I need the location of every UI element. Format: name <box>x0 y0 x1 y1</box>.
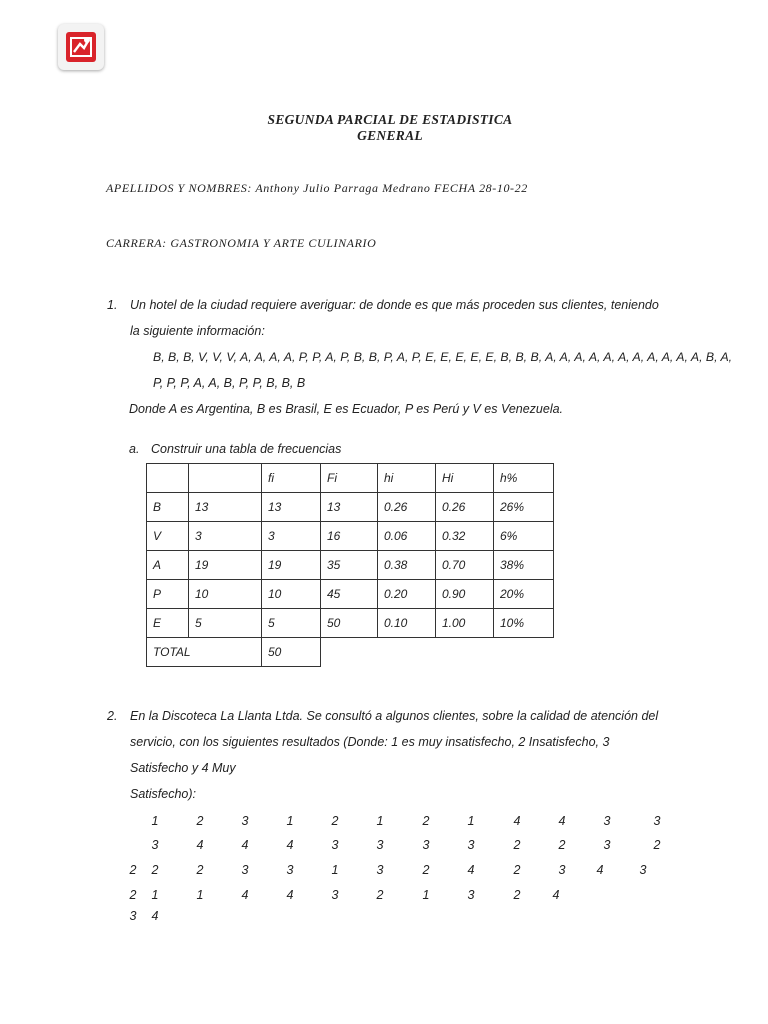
q1-text-line1: Un hotel de la ciudad requiere averiguar: de donde es que más proceden sus clientes, teniendo <box>130 298 659 312</box>
logo <box>58 24 104 70</box>
table-cell: 38% <box>494 551 554 580</box>
page-title: SEGUNDA PARCIAL DE ESTADISTICA <box>267 112 513 127</box>
table-cell: 0.26 <box>436 493 494 522</box>
q2-data-value: 1 <box>467 814 475 828</box>
q2-data-value: 3 <box>639 863 647 877</box>
q2-data-value: 3 <box>467 838 475 852</box>
q2-data-value: 1 <box>151 888 159 902</box>
career-line: CARRERA: GASTRONOMIA Y ARTE CULINARIO <box>106 236 377 250</box>
q2-data-value: 1 <box>151 814 159 828</box>
table-cell: 13 <box>189 493 262 522</box>
table-row <box>147 493 554 522</box>
table-cell: P <box>147 580 189 609</box>
q2-data-value: 4 <box>513 814 521 828</box>
table-cell: E <box>147 609 189 638</box>
q2-data-value: 2 <box>558 838 566 852</box>
q2-data-value: 1 <box>422 888 430 902</box>
q1-legend: Donde A es Argentina, B es Brasil, E es Ecuador, P es Perú y V es Venezuela. <box>129 402 564 416</box>
q2-data-value: 3 <box>603 838 611 852</box>
q2-data-value: 3 <box>151 838 159 852</box>
q2-text-line3: Satisfecho y 4 Muy <box>130 761 236 775</box>
q2-data-value: 2 <box>129 863 137 877</box>
q2-data-value: 3 <box>376 863 384 877</box>
q2-data-value: 2 <box>196 863 204 877</box>
table-cell: 0.06 <box>378 522 436 551</box>
table-cell: V <box>147 522 189 551</box>
table-header-cell: fi <box>262 464 321 493</box>
q2-data-value: 3 <box>241 814 249 828</box>
q1-number: 1. <box>107 298 118 312</box>
q2-number: 2. <box>107 709 118 723</box>
table-empty-cell <box>321 638 554 667</box>
q2-data-value: 4 <box>596 863 604 877</box>
table-cell: 50 <box>321 609 378 638</box>
table-cell: B <box>147 493 189 522</box>
q2-data-value: 2 <box>129 888 137 902</box>
q2-data-value: 1 <box>376 814 384 828</box>
q2-data-value: 3 <box>603 814 611 828</box>
table-cell: 0.32 <box>436 522 494 551</box>
table-cell: 10% <box>494 609 554 638</box>
table-cell: A <box>147 551 189 580</box>
table-cell: 19 <box>262 551 321 580</box>
table-cell: 5 <box>189 609 262 638</box>
page-title-line2: GENERAL <box>357 128 423 143</box>
table-header-cell: Fi <box>321 464 378 493</box>
q2-data-value: 3 <box>331 838 339 852</box>
table-cell: 3 <box>262 522 321 551</box>
q2-text-line1: En la Discoteca La Llanta Ltda. Se consultó a algunos clientes, sobre la calidad de atención del <box>130 709 659 723</box>
q2-data-value: 2 <box>422 863 430 877</box>
q2-data-value: 2 <box>653 838 661 852</box>
table-header-cell: Hi <box>436 464 494 493</box>
q1-sub-a-text: Construir una tabla de frecuencias <box>151 442 342 456</box>
table-cell: 16 <box>321 522 378 551</box>
q2-data-value: 2 <box>422 814 430 828</box>
table-cell: 0.38 <box>378 551 436 580</box>
q2-data-value: 3 <box>422 838 430 852</box>
table-cell: 19 <box>189 551 262 580</box>
table-cell: 1.00 <box>436 609 494 638</box>
q2-data-value: 1 <box>286 814 294 828</box>
table-total-value: 50 <box>262 638 321 667</box>
table-cell: 3 <box>189 522 262 551</box>
q2-data-value: 4 <box>241 888 249 902</box>
table-cell: 0.26 <box>378 493 436 522</box>
student-name-line: APELLIDOS Y NOMBRES: Anthony Julio Parraga Medrano FECHA 28-10-22 <box>106 181 528 195</box>
q2-text-line2: servicio, con los siguientes resultados (Donde: 1 es muy insatisfecho, 2 Insatisfecho, 3 <box>130 735 610 749</box>
table-header-cell <box>147 464 189 493</box>
q2-data-value: 3 <box>286 863 294 877</box>
table-cell: 45 <box>321 580 378 609</box>
table-cell: 0.20 <box>378 580 436 609</box>
pdf-logo-icon <box>66 32 96 62</box>
q2-data-value: 4 <box>286 838 294 852</box>
q2-data-value: 4 <box>286 888 294 902</box>
q2-data-value: 1 <box>331 863 339 877</box>
table-cell: 0.10 <box>378 609 436 638</box>
q2-data-value: 3 <box>376 838 384 852</box>
q2-data-value: 2 <box>513 838 521 852</box>
table-cell: 10 <box>189 580 262 609</box>
table-cell: 20% <box>494 580 554 609</box>
q2-data-value: 3 <box>331 888 339 902</box>
frequency-table <box>146 463 554 667</box>
table-cell: 35 <box>321 551 378 580</box>
table-row <box>147 609 554 638</box>
q2-data-value: 3 <box>129 909 137 923</box>
table-row <box>147 551 554 580</box>
q1-sub-a-label: a. <box>129 442 140 456</box>
table-cell: 10 <box>262 580 321 609</box>
table-cell: 0.70 <box>436 551 494 580</box>
table-row <box>147 580 554 609</box>
table-cell: 13 <box>262 493 321 522</box>
table-cell: 0.90 <box>436 580 494 609</box>
table-total-label: TOTAL <box>147 638 262 667</box>
q1-text-line2: la siguiente información: <box>130 324 265 338</box>
table-header-cell <box>189 464 262 493</box>
q2-data-value: 4 <box>196 838 204 852</box>
q2-data-value: 4 <box>558 814 566 828</box>
table-cell: 13 <box>321 493 378 522</box>
table-header-cell: hi <box>378 464 436 493</box>
q2-data-value: 4 <box>151 909 159 923</box>
table-row <box>147 522 554 551</box>
q2-data-value: 2 <box>513 863 521 877</box>
table-total-row <box>147 638 554 667</box>
q1-data-line2: P, P, P, A, A, B, P, P, B, B, B <box>153 376 306 390</box>
table-cell: 5 <box>262 609 321 638</box>
table-cell: 26% <box>494 493 554 522</box>
q2-data-value: 4 <box>552 888 560 902</box>
q2-data-value: 2 <box>196 814 204 828</box>
q2-data-value: 1 <box>196 888 204 902</box>
q2-data-value: 3 <box>241 863 249 877</box>
q2-data-value: 2 <box>331 814 339 828</box>
q2-data-value: 4 <box>467 863 475 877</box>
table-cell: 6% <box>494 522 554 551</box>
q2-data-value: 2 <box>376 888 384 902</box>
table-header-row <box>147 464 554 493</box>
q2-data-value: 4 <box>241 838 249 852</box>
q2-text-line4: Satisfecho): <box>130 787 197 801</box>
q2-data-value: 2 <box>513 888 521 902</box>
q2-data-value: 2 <box>151 863 159 877</box>
q2-data-value: 3 <box>558 863 566 877</box>
table-header-cell: h% <box>494 464 554 493</box>
q2-data-value: 3 <box>467 888 475 902</box>
q1-data-line1: B, B, B, V, V, V, A, A, A, A, P, P, A, P, B, B, P, A, P, E, E, E, E, E, B, B, B, A, A, A, A, A, A, A, A, A, A, A, B, A, <box>153 350 733 364</box>
q2-data-value: 3 <box>653 814 661 828</box>
